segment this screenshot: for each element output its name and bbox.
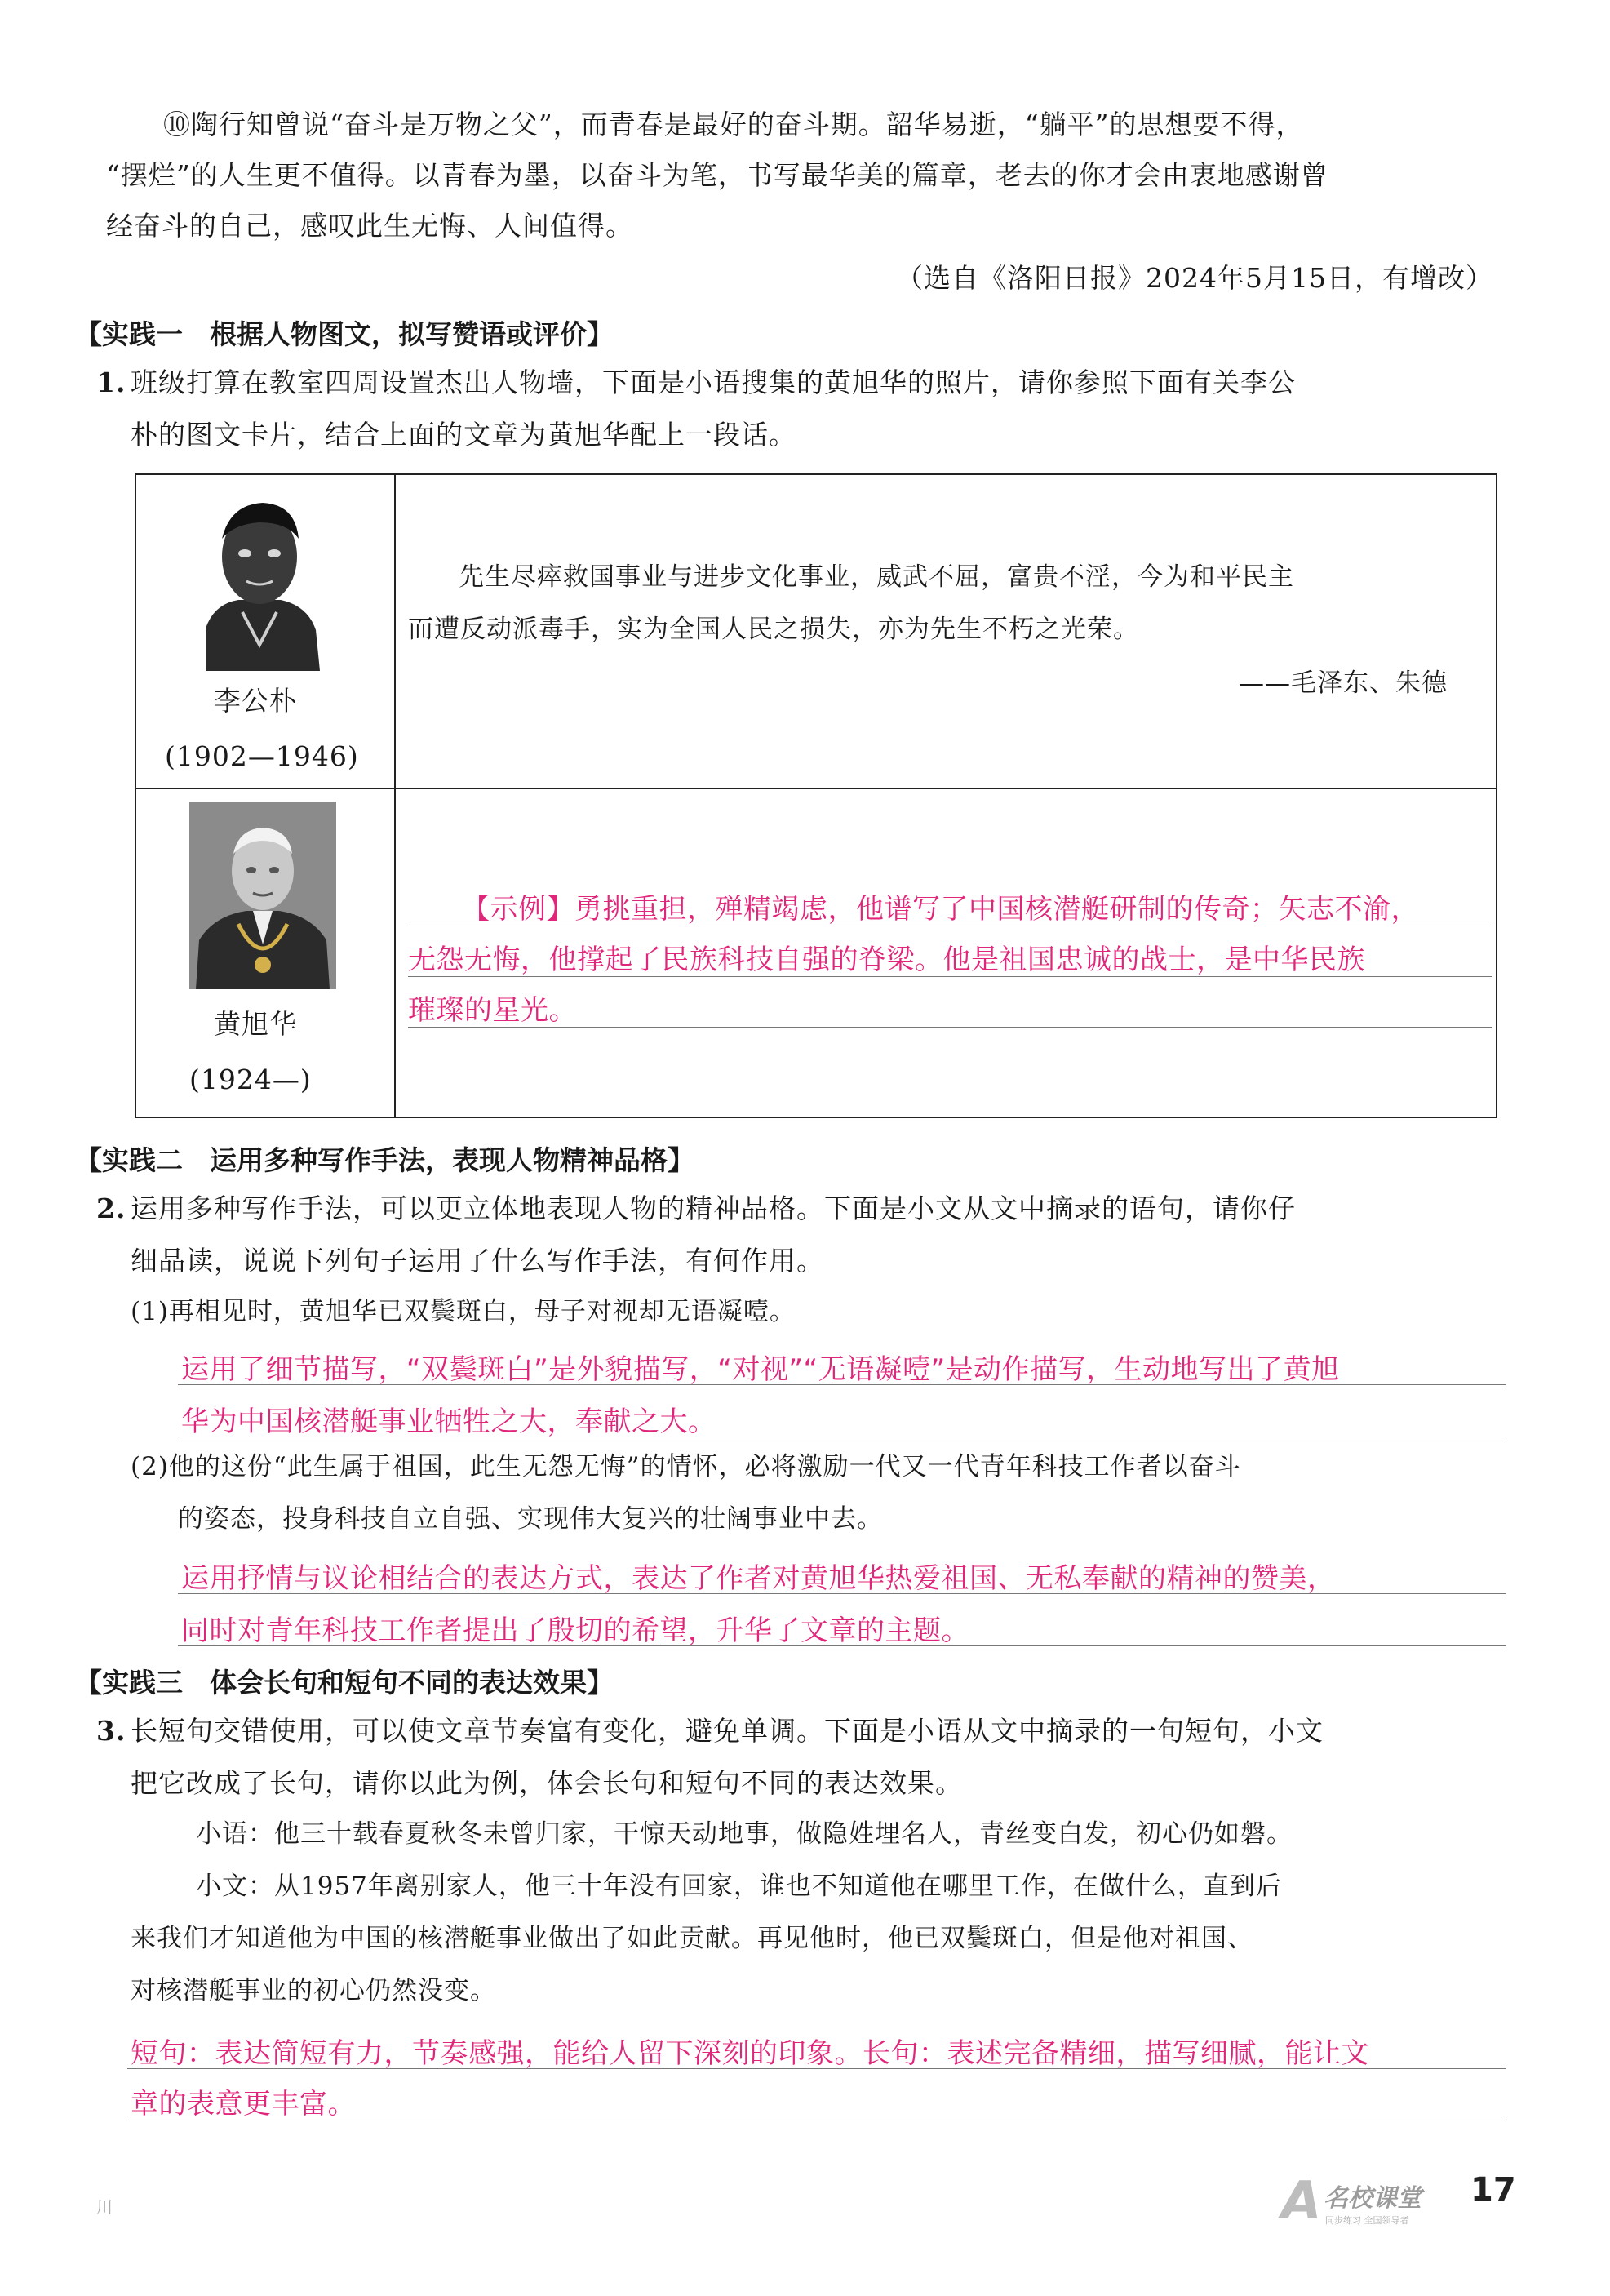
question3-answer-line2: 章的表意更丰富。 [131,2088,356,2121]
question1-line2: 朴的图文卡片，结合上面的文章为黄旭华配上一段话。 [131,419,796,451]
paragraph-10-line3: 经奋斗的自己，感叹此生无悔、人间值得。 [106,210,633,242]
answer-rule [178,1645,1506,1646]
card2-name: 黄旭华 [214,1008,297,1040]
practice3-heading: 【实践三 体会长句和短句不同的表达效果】 [75,1667,614,1699]
question2-number: 2. [96,1192,126,1224]
question2-answer1-line1: 运用了细节描写，“双鬓斑白”是外貌描写，“对视”“无语凝噎”是动作描写，生动地写出了黄旭 [181,1353,1340,1386]
card1-years: (1902—1946) [165,740,359,772]
practice1-heading: 【实践一 根据人物图文，拟写赞语或评价】 [75,318,614,350]
table-divider-horizontal [135,788,1497,789]
publisher-logo [1281,2171,1477,2236]
paragraph-10-line1: ⑩陶行知曾说“奋斗是万物之父”，而青春是最好的奋斗期。韶华易逝，“躺平”的思想要不得， [163,109,1304,140]
question2-answer2-line2: 同时对青年科技工作者提出了殷切的希望，升华了文章的主题。 [181,1614,969,1647]
practice2-heading: 【实践二 运用多种写作手法，表现人物精神品格】 [75,1144,694,1176]
question1-line1: 班级打算在教室四周设置杰出人物墙，下面是小语搜集的黄旭华的照片，请你参照下面有关李公 [131,366,1296,398]
question2-answer1-line2: 华为中国核潜艇事业牺牲之大，奉献之大。 [181,1406,716,1438]
logo-a-icon: A [1281,2171,1322,2232]
question3-answer-line1: 短句：表达简短有力，节奏感强，能给人留下深刻的印象。长句：表述完备精细，描写细腻，能让文 [131,2037,1369,2070]
answer-rule [178,1384,1506,1385]
question3-line2: 把它改成了长句，请你以此为例，体会长句和短句不同的表达效果。 [131,1767,963,1799]
question2-line1: 运用多种写作手法，可以更立体地表现人物的精神品格。下面是小文从文中摘录的语句，请你仔 [131,1192,1296,1224]
answer-rule [408,1027,1492,1028]
logo-brand-subtitle: 同步练习 全国领导者 [1325,2215,1409,2226]
card1-name: 李公朴 [214,685,297,717]
question1-number: 1. [96,366,126,398]
answer-rule [178,1593,1506,1594]
card1-text-line2: 而遭反动派毒手，实为全国人民之损失，亦为先生不朽之光荣。 [408,615,1139,644]
card2-years: (1924—) [189,1064,312,1095]
question2-answer2-line1: 运用抒情与议论相结合的表达方式，表达了作者对黄旭华热爱祖国、无私奉献的精神的赞美， [181,1562,1336,1595]
logo-brand-text: 名校课堂 [1324,2184,1422,2213]
question2-sub1: (1)再相见时，黄旭华已双鬓斑白，母子对视却无语凝噎。 [131,1297,796,1326]
question2-sub2-line1: (2)他的这份“此生属于祖国，此生无怨无悔”的情怀，必将激励一代又一代青年科技工作者以奋斗 [131,1452,1241,1481]
answer-rule [127,2068,1506,2069]
card1-text-line1: 先生尽瘁救国事业与进步文化事业，威武不屈，富贵不淫，今为和平民主 [459,562,1294,592]
li-gongpu-portrait [189,482,330,671]
xiaowen-line2: 来我们才知道他为中国的核潜艇事业做出了如此贡献。再见他时，他已双鬓斑白，但是他对祖国、 [131,1924,1253,1953]
question2-sub2-line2: 的姿态，投身科技自立自强、实现伟大复兴的壮阔事业中去。 [178,1504,883,1534]
question2-line2: 细品读，说说下列句子运用了什么写作手法，有何作用。 [131,1245,824,1277]
table-divider-vertical [394,473,396,1118]
paragraph-10-line2: “摆烂”的人生更不值得。以青春为墨，以奋斗为笔，书写最华美的篇章，老去的你才会由衷地感谢曾 [106,159,1328,191]
answer-rule [408,976,1492,977]
source-citation: （选自《洛阳日报》2024年5月15日，有增改） [896,262,1493,294]
huang-xuhua-portrait [189,802,336,989]
margin-mark: 川 [96,2197,113,2217]
xiaoyu-sentence: 小语：他三十载春夏秋冬未曾归家，干惊天动地事，做隐姓埋名人，青丝变白发，初心仍如磐。 [196,1819,1293,1849]
page-number: 17 [1470,2171,1516,2209]
card2-answer-line3: 璀璨的星光。 [408,994,577,1027]
xiaowen-line3: 对核潜艇事业的初心仍然没变。 [131,1976,496,2005]
question3-number: 3. [96,1715,126,1747]
question3-line1: 长短句交错使用，可以使文章节奏富有变化，避免单调。下面是小语从文中摘录的一句短句，小文 [131,1715,1324,1747]
card1-signature: ——毛泽东、朱德 [1239,668,1448,698]
card2-answer-line1: 【示例】勇挑重担，殚精竭虑，他谱写了中国核潜艇研制的传奇；矢志不渝， [462,893,1419,926]
card2-answer-line2: 无怨无悔，他撑起了民族科技自强的脊梁。他是祖国忠诚的战士，是中华民族 [408,944,1365,976]
xiaowen-line1: 小文：从1957年离别家人，他三十年没有回家，谁也不知道他在哪里工作，在做什么，直到后 [196,1872,1282,1901]
